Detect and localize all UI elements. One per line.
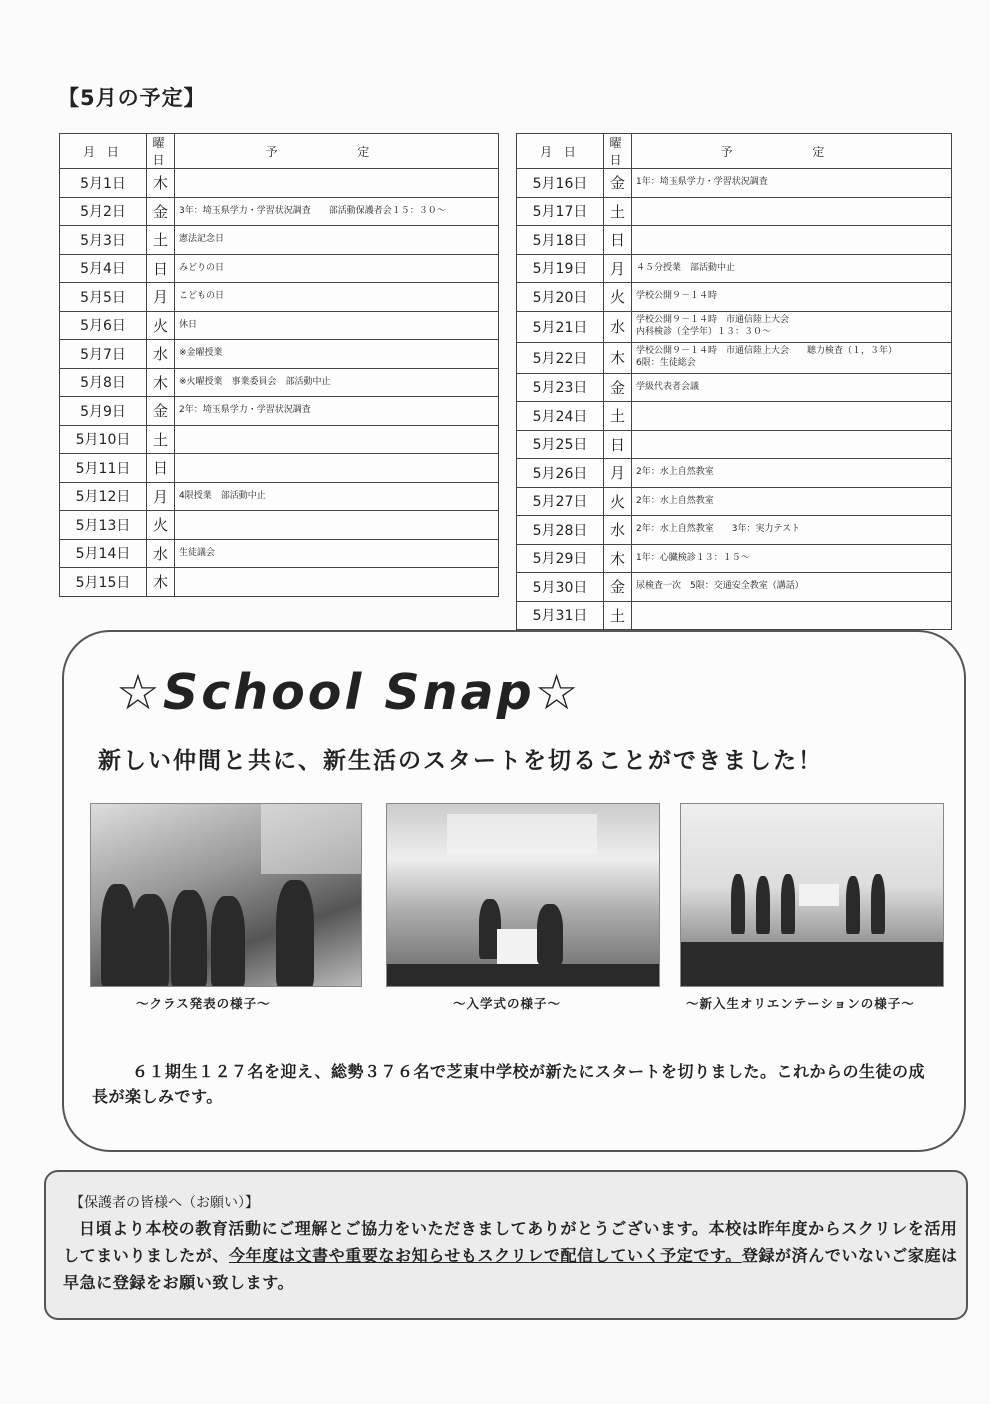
table-row (517, 226, 952, 255)
row-event: ※火曜授業 事業委員会 部活動中止 (175, 368, 499, 397)
row-day: 日 (604, 430, 632, 459)
row-date: 5月30日 (517, 573, 604, 602)
notice-text-1: 日頃より本校の教育活動にご理解とご協力をいただきましてありがとうございます。本校は昨年度からスクリレを活用してまいりましたが、 (63, 1219, 958, 1265)
table-row (517, 516, 952, 545)
row-event (632, 169, 952, 198)
row-event (632, 283, 952, 312)
row-day: 日 (147, 454, 175, 483)
row-day: 火 (604, 283, 632, 312)
table-row (517, 430, 952, 459)
row-event: 2年：埼玉県学力・学習状況調査 (175, 397, 499, 426)
row-event (632, 601, 952, 630)
audience (681, 942, 944, 987)
row-date: 5月11日 (60, 454, 147, 483)
header-plan: 予 定 (632, 134, 952, 169)
row-date: 5月2日 (60, 197, 147, 226)
table-row (517, 283, 952, 312)
row-event-line1: 学校公開９－１４時 市通信陸上大会 (636, 315, 790, 326)
school-snap-title: ☆School Snap☆ (116, 664, 582, 721)
row-day: 月 (147, 283, 175, 312)
student-silhouette (276, 880, 314, 987)
student-silhouette (171, 890, 207, 987)
row-event (175, 454, 499, 483)
row-event (632, 402, 952, 431)
entrance-ceremony-photo (386, 803, 660, 987)
row-date: 5月1日 (60, 169, 147, 198)
school-snap-body (92, 1060, 938, 1110)
row-date: 5月23日 (517, 373, 604, 402)
row-date: 5月18日 (517, 226, 604, 255)
table-row (517, 342, 952, 373)
orientation-photo (680, 803, 944, 987)
table-row (517, 601, 952, 630)
row-event (175, 169, 499, 198)
row-day: 金 (604, 169, 632, 198)
row-date: 5月28日 (517, 516, 604, 545)
row-event-line2: 6限：生徒総会 (636, 357, 696, 368)
row-date: 5月16日 (517, 169, 604, 198)
student-silhouette (846, 876, 860, 934)
row-event (175, 511, 499, 540)
table-row (60, 511, 499, 540)
table-row (60, 283, 499, 312)
table-row (60, 169, 499, 198)
school-snap-subtitle: 新しい仲間と共に、新生活のスタートを切ることができました！ (98, 748, 823, 774)
row-date: 5月4日 (60, 254, 147, 283)
table-row (60, 539, 499, 568)
table-row (517, 373, 952, 402)
row-date: 5月5日 (60, 283, 147, 312)
row-event: 4限授業 部活動中止 (175, 482, 499, 511)
notice-paragraph (63, 1216, 963, 1297)
student-silhouette (871, 874, 885, 934)
row-day: 金 (147, 397, 175, 426)
row-event-line1: ４５分授業 部活動中止 (636, 262, 736, 273)
stage-banner (447, 814, 597, 854)
notice-text-2: 登録が済んでいないご家庭は早急に登録をお願い致します。 (63, 1245, 958, 1292)
student-silhouette (101, 884, 135, 987)
row-date: 5月29日 (517, 544, 604, 573)
row-event (632, 430, 952, 459)
header-day: 曜日 (147, 134, 175, 169)
row-date: 5月6日 (60, 311, 147, 340)
row-day: 金 (604, 373, 632, 402)
table-row (517, 487, 952, 516)
row-day: 木 (147, 568, 175, 597)
school-snap-text: ６１期生１２７名を迎え、総勢３７６名で芝東中学校が新たにスタートを切りました。これからの生徒の成長が楽しみです。 (92, 1062, 925, 1106)
row-day: 土 (604, 601, 632, 630)
student-silhouette (131, 894, 169, 987)
notice-body (63, 1216, 963, 1297)
row-event-line2: 内科検診（全学年）１３：３０～ (636, 326, 772, 337)
row-event (632, 573, 952, 602)
row-event: 生徒議会 (175, 539, 499, 568)
schedule-table-left (59, 133, 499, 597)
row-day: 月 (604, 254, 632, 283)
row-event (632, 254, 952, 283)
row-date: 5月3日 (60, 226, 147, 255)
row-day: 日 (147, 254, 175, 283)
notice-text-underlined: 今年度は文書や重要なお知らせもスクリレで配信していく予定です。 (229, 1245, 742, 1265)
header-date: 月 日 (517, 134, 604, 169)
table-row (60, 482, 499, 511)
building-wall (261, 804, 361, 874)
row-date: 5月9日 (60, 397, 147, 426)
row-day: 土 (147, 425, 175, 454)
row-day: 土 (604, 402, 632, 431)
table-row (60, 397, 499, 426)
row-day: 水 (147, 340, 175, 369)
row-event-line1: 2年：水上自然教室 (636, 495, 714, 506)
row-day: 日 (604, 226, 632, 255)
row-day: 木 (604, 544, 632, 573)
student-silhouette (211, 896, 245, 987)
row-event (175, 425, 499, 454)
row-day: 火 (604, 487, 632, 516)
row-day: 金 (147, 197, 175, 226)
table-row (60, 425, 499, 454)
table-row (60, 254, 499, 283)
table-row (60, 568, 499, 597)
audience (387, 964, 660, 987)
table-row (60, 340, 499, 369)
row-date: 5月14日 (60, 539, 147, 568)
row-event-line1: 学校公開９－１４時 市通信陸上大会 聴力検査（１，３年） (636, 346, 898, 357)
row-event-line1: 学級代表者会議 (636, 381, 700, 392)
row-event-line1: 2年：水上自然教室 3年：実力テスト (636, 524, 801, 535)
table-row (517, 197, 952, 226)
class-announcement-photo (90, 803, 362, 987)
table-row (517, 459, 952, 488)
row-date: 5月31日 (517, 601, 604, 630)
header-date: 月 日 (60, 134, 147, 169)
table-row (517, 169, 952, 198)
row-day: 水 (604, 516, 632, 545)
row-date: 5月12日 (60, 482, 147, 511)
table-row (517, 254, 952, 283)
table-row (60, 311, 499, 340)
table-row (517, 573, 952, 602)
row-date: 5月17日 (517, 197, 604, 226)
student-silhouette (781, 874, 795, 934)
row-date: 5月20日 (517, 283, 604, 312)
row-event: ※金曜授業 (175, 340, 499, 369)
row-date: 5月24日 (517, 402, 604, 431)
row-date: 5月19日 (517, 254, 604, 283)
row-event-line1: 2年：水上自然教室 (636, 467, 714, 478)
row-event (632, 459, 952, 488)
row-event (632, 544, 952, 573)
row-date: 5月25日 (517, 430, 604, 459)
row-event (632, 197, 952, 226)
row-date: 5月10日 (60, 425, 147, 454)
row-day: 水 (147, 539, 175, 568)
header-plan: 予 定 (175, 134, 499, 169)
row-day: 木 (147, 169, 175, 198)
student-silhouette (756, 876, 770, 934)
banner (799, 884, 839, 906)
principal-silhouette (537, 904, 563, 964)
row-event (632, 487, 952, 516)
row-day: 月 (147, 482, 175, 511)
row-day: 木 (147, 368, 175, 397)
row-date: 5月27日 (517, 487, 604, 516)
row-event: 憲法記念日 (175, 226, 499, 255)
table-row (60, 368, 499, 397)
table-row (60, 454, 499, 483)
row-event-line1: 1年：心臓検診１３：１５～ (636, 552, 750, 563)
table-row (517, 311, 952, 342)
row-event: こどもの日 (175, 283, 499, 312)
row-event-line1: 1年：埼玉県学力・学習状況調査 (636, 177, 768, 188)
row-date: 5月7日 (60, 340, 147, 369)
row-event (175, 568, 499, 597)
row-event: みどりの日 (175, 254, 499, 283)
row-event (632, 342, 952, 373)
caption-orientation: ～新入生オリエンテーションの様子～ (686, 996, 915, 1011)
caption-class-announcement: ～クラス発表の様子～ (136, 996, 271, 1011)
row-day: 火 (147, 311, 175, 340)
row-date: 5月26日 (517, 459, 604, 488)
row-day: 土 (147, 226, 175, 255)
row-event (632, 226, 952, 255)
row-date: 5月21日 (517, 311, 604, 342)
row-day: 火 (147, 511, 175, 540)
row-event (632, 516, 952, 545)
row-day: 木 (604, 342, 632, 373)
row-day: 土 (604, 197, 632, 226)
table-row (60, 197, 499, 226)
row-date: 5月15日 (60, 568, 147, 597)
schedule-table-right (516, 133, 952, 630)
table-row (517, 544, 952, 573)
row-event (632, 311, 952, 342)
caption-entrance-ceremony: ～入学式の様子～ (453, 996, 562, 1011)
table-row (517, 402, 952, 431)
table-row (60, 226, 499, 255)
row-date: 5月22日 (517, 342, 604, 373)
row-day: 月 (604, 459, 632, 488)
row-event (632, 373, 952, 402)
header-day: 曜日 (604, 134, 632, 169)
row-event: 3年：埼玉県学力・学習状況調査 部活動保護者会１５：３０～ (175, 197, 499, 226)
row-day: 金 (604, 573, 632, 602)
row-date: 5月13日 (60, 511, 147, 540)
row-event-line1: 学校公開９－１４時 (636, 291, 718, 302)
row-event: 休日 (175, 311, 499, 340)
row-event-line1: 尿検査一次 5限：交通安全教室（講話） (636, 581, 804, 592)
row-date: 5月8日 (60, 368, 147, 397)
row-day: 水 (604, 311, 632, 342)
page-heading: 【5月の予定】 (58, 86, 206, 110)
notice-title: 【保護者の皆様へ（お願い）】 (70, 1195, 259, 1211)
student-silhouette (731, 874, 745, 934)
